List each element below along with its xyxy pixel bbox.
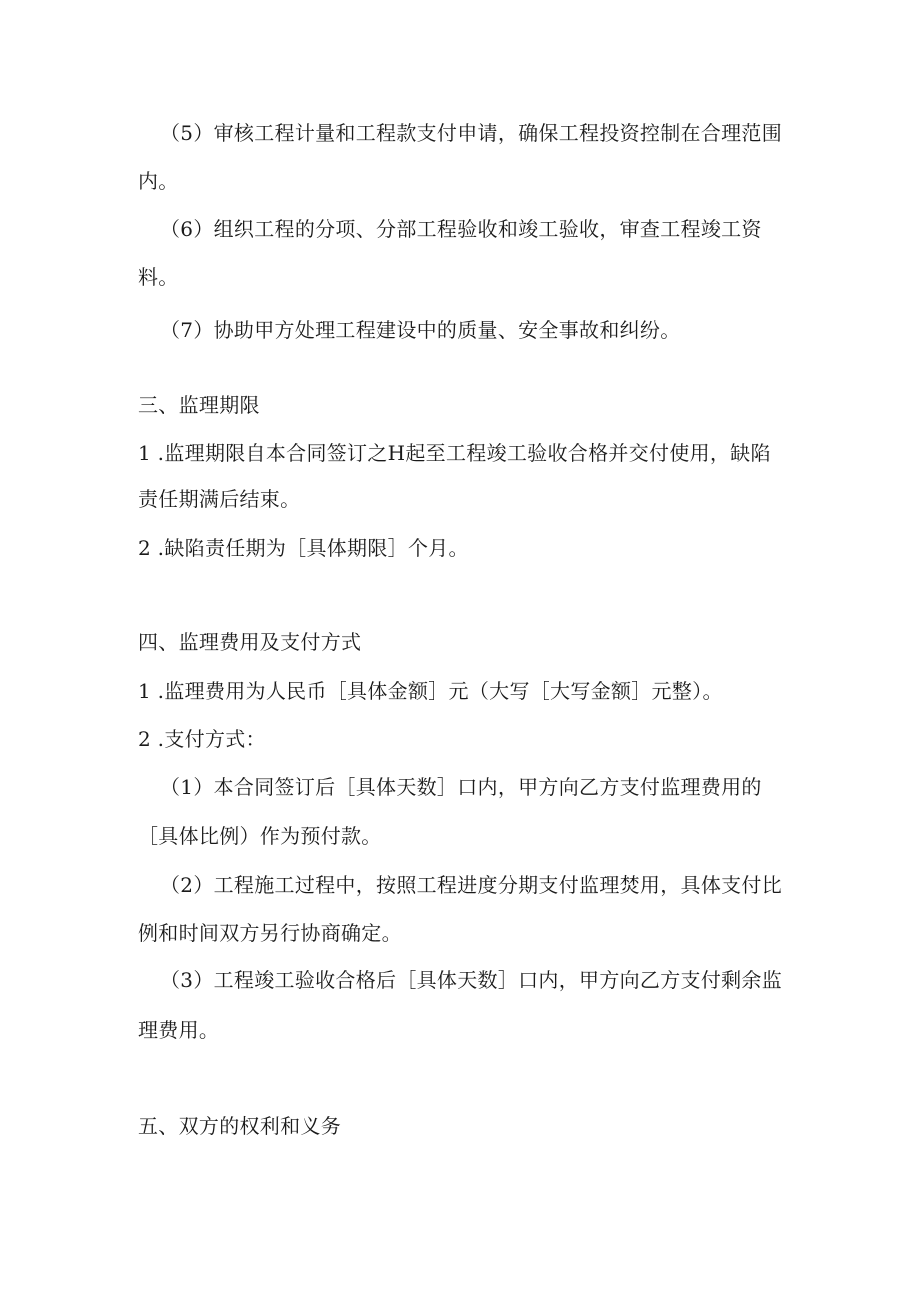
section-5-heading: 五、双方的权利和义务 bbox=[138, 1114, 341, 1138]
section-3-item-1-line-1: 1 .监理期限自本合同签订之H起至工程竣工验收合格并交付使用，缺陷 bbox=[138, 441, 771, 465]
payment-item-2-line-1: （2）工程施工过程中，按照工程进度分期支付监理焚用，具体支付比 bbox=[160, 873, 783, 897]
payment-item-1-line-1: （1）本合同签订后［具体天数］口内，甲方向乙方支付监理费用的 bbox=[160, 775, 762, 799]
section-4-item-2-line-1: 2 .支付方式： bbox=[138, 727, 266, 751]
section-3-item-1-line-2: 责任期满后结束。 bbox=[138, 487, 301, 511]
item-7-line-1: （7）协助甲方处理工程建设中的质量、安全事故和纠纷。 bbox=[160, 318, 681, 342]
payment-item-3-line-2: 理费用。 bbox=[138, 1018, 220, 1042]
item-6-line-1: （6）组织工程的分项、分部工程验收和竣工验收，审查工程竣工资 bbox=[160, 217, 762, 241]
item-6-line-2: 料。 bbox=[138, 265, 179, 289]
section-4-heading: 四、监理费用及支付方式 bbox=[138, 630, 362, 654]
section-4-item-1-line-1: 1 .监理费用为人民币［具体金额］元（大写［大写金额］元整）。 bbox=[138, 679, 723, 703]
item-5-line-2: 内。 bbox=[138, 169, 179, 193]
payment-item-2-line-2: 例和时间双方另行协商确定。 bbox=[138, 921, 402, 945]
item-5-line-1: （5）审核工程计量和工程款支付申请，确保工程投资控制在合理范围 bbox=[160, 121, 783, 145]
section-3-item-2-line-1: 2 .缺陷责任期为［具体期限］个月。 bbox=[138, 536, 469, 560]
payment-item-1-line-2: ［具体比例）作为预付款。 bbox=[138, 824, 382, 848]
section-3-heading: 三、监理期限 bbox=[138, 393, 260, 417]
payment-item-3-line-1: （3）工程竣工验收合格后［具体天数］口内，甲方向乙方支付剩余监 bbox=[160, 968, 783, 992]
